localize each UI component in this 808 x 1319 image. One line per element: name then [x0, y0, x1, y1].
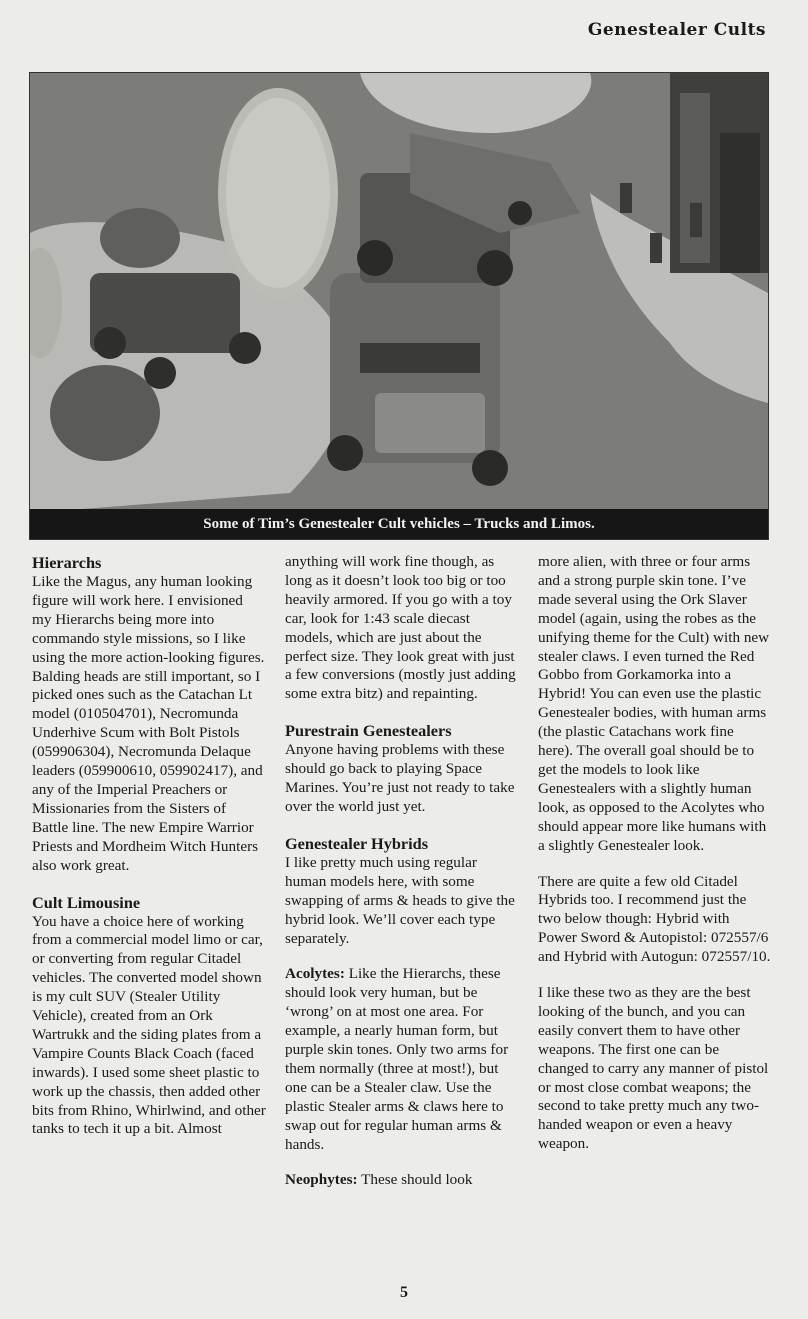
paragraph-hierarchs: Like the Magus, any human looking figure will work here. I envisioned my Hierarchs being more into commando style missions, so I like using the more action-looking figures. Balding heads are still important, so I picked ones such as the Catachan Lt model (010504701), Necromunda Underhive Scum with Bolt Pistols (059906304), Necromunda Delaque leaders (059900610, 059902417), and any of the Imperial Preachers or Missionaries from the Sisters of Battle line. The new Empire Warrior Priests and Mordheim Witch Hunters also work great.: [32, 573, 265, 874]
column-2: [285, 553, 519, 1207]
page-number: 5: [400, 1284, 408, 1301]
figure-caption: Some of Tim’s Genestealer Cult vehicles – Trucks and Limos.: [30, 509, 768, 539]
paragraph-like-these: I like these two as they are the best looking of the bunch, and you can easily convert them to have other weapons. The first one can be changed to carry any manner of pistol or most close combat weapons; the second to take pretty much any two-handed weapon or even a heavy weapon.: [538, 984, 769, 1153]
neophytes-lead: Neophytes:: [285, 1171, 358, 1189]
acolytes-lead: Acolytes:: [285, 965, 345, 983]
photo-figure: [29, 72, 769, 540]
paragraph-purestrain: Anyone having problems with these should go back to playing Space Marines. You’re just not ready to take over the world just yet.: [285, 741, 515, 815]
paragraph-old-hybrids: There are quite a few old Citadel Hybrids too. I recommend just the two below though: Hybrid with Power Sword & Autopistol: 072557/6 and Hybrid with Autogun: 072557/10.: [538, 872, 771, 966]
running-header: Genestealer Cults: [587, 20, 766, 40]
heading-cult-limousine: Cult Limousine: [32, 892, 141, 912]
paragraph-neophytes: [285, 1171, 519, 1190]
paragraph-acolytes: [285, 965, 519, 1154]
photo-image: [30, 73, 768, 539]
paragraph-neophytes-continued: more alien, with three or four arms and a strong purple skin tone. I’ve made several using the Ork Slaver model (again, using the robes as the unifying theme for the Cult) with new stealer claws. I even turned the Red Gobbo from Gorkamorka into a Hybrid! You can even use the plastic Genestealer bodies, with human arms (the plastic Catachans work fine here). The overall goal should be to get the models to look like Genestealers with a slightly human look, as opposed to the Acolytes who should appear more like humans with a slightly Genestealer look.: [538, 553, 770, 854]
paragraph-hybrids: I like pretty much using regular human models here, with some swapping of arms & heads to give the hybrid look. We’ll cover each type separately.: [285, 853, 515, 947]
neophytes-text: These should look: [357, 1171, 473, 1189]
heading-purestrain: Purestrain Genestealers: [285, 721, 452, 741]
heading-hybrids: Genestealer Hybrids: [285, 833, 429, 853]
paragraph-cult-limousine: You have a choice here of working from a commercial model limo or car, or converting from regular Citadel vehicles. The converted model shown is my cult SUV (Stealer Utility Vehicle), created from an Ork Wartrukk and the siding plates from a Vampire Counts Black Coach (faced inwards). I used some sheet plastic to work up the chassis, then added other bits from Rhino, Whirlwind, and other tanks to tech it up a bit. Almost: [32, 912, 266, 1138]
paragraph-limousine-continued: anything will work fine though, as long as it doesn’t look too big or too heavily armored. If you go with a toy car, look for 1:43 scale diecast models, which are just about the perfect size. They look great with just a few conversions (mostly just adding some extra bitz) and repainting.: [285, 553, 516, 703]
column-1: [32, 553, 266, 1156]
acolytes-text: Like the Hierarchs, these should look very human, but be ‘wrong’ on at most one area. For example, a nearly human form, but purple skin tones. Only two arms for them normally (three at most!), but one can be a Stealer claw. Use the plastic Stealer arms & claws here to swap out for regular human arms & hands.: [285, 965, 509, 1153]
heading-hierarchs: Hierarchs: [32, 553, 102, 572]
column-3: [538, 553, 772, 1171]
